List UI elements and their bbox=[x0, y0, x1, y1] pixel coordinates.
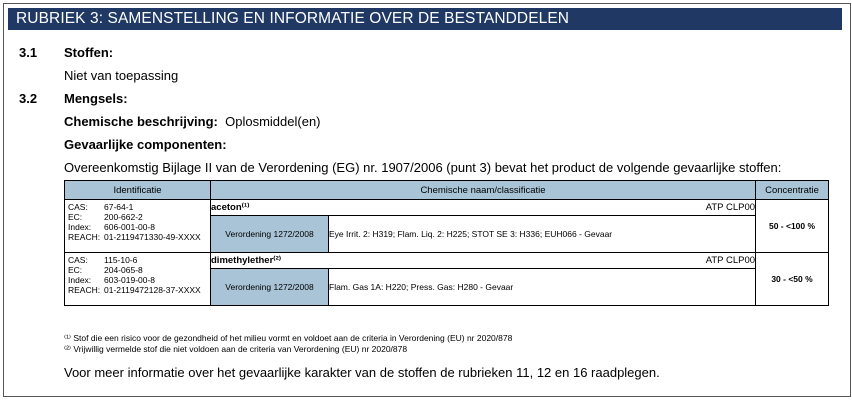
index-value: 603-019-00-8 bbox=[104, 275, 156, 285]
identification-cell bbox=[65, 200, 211, 253]
footnote-1: ⁽¹⁾ Stof die een risico voor de gezondheid of het milieu vormt en voldoet aan de criteria in Verordening (EU) nr 2020/878 bbox=[64, 333, 513, 343]
index-label: Index: bbox=[68, 222, 92, 232]
identification-cell bbox=[65, 253, 211, 306]
substance-name: dimethylether⁽²⁾ bbox=[211, 255, 282, 266]
concentration-cell: 50 - <100 % bbox=[756, 200, 829, 253]
concentration-cell: 30 - <50 % bbox=[756, 253, 829, 306]
ec-value: 200-662-2 bbox=[104, 212, 143, 222]
subsection-title-mengsels: Mengsels: bbox=[64, 91, 128, 106]
classification-cell: Eye Irrit. 2: H319; Flam. Liq. 2: H225; STOT SE 3: H336; EUH066 - Gevaar bbox=[329, 216, 756, 253]
chemical-description bbox=[64, 114, 321, 129]
classification-cell: Flam. Gas 1A: H220; Press. Gas: H280 - Gevaar bbox=[329, 269, 756, 306]
index-value: 606-001-00-8 bbox=[104, 222, 156, 232]
reach-value: 01-2119471330-49-XXXX bbox=[104, 232, 201, 242]
section-title: RUBRIEK 3: SAMENSTELLING EN INFORMATIE OVER DE BESTANDDELEN bbox=[8, 8, 842, 30]
subsection-title-stoffen: Stoffen: bbox=[64, 45, 114, 60]
substance-name: aceton⁽¹⁾ bbox=[211, 202, 250, 213]
reach-label: REACH: bbox=[68, 285, 101, 295]
ec-label: EC: bbox=[68, 212, 83, 222]
footnote-2: ⁽²⁾ Vrijwillig vermelde stof die niet voldoen aan de criteria van Verordening (EU) nr 2020/878 bbox=[64, 344, 408, 354]
intro-text: Overeenkomstig Bijlage II van de Verordening (EG) nr. 1907/2006 (punt 3) bevat het product de volgende gevaarlijke stoffen: bbox=[64, 160, 782, 175]
header-identificatie: Identificatie bbox=[65, 181, 211, 200]
atp-label: ATP CLP00 bbox=[705, 255, 756, 266]
closing-text: Voor meer informatie over het gevaarlijke karakter van de stoffen de rubrieken 11, 12 en 16 raadplegen. bbox=[64, 365, 660, 380]
subsection-number-3-1: 3.1 bbox=[19, 45, 38, 60]
ec-value: 204-065-8 bbox=[104, 265, 143, 275]
atp-label: ATP CLP00 bbox=[705, 202, 756, 213]
reach-value: 01-2119472128-37-XXXX bbox=[104, 285, 201, 295]
cas-label: CAS: bbox=[68, 202, 88, 212]
table-row bbox=[65, 253, 829, 269]
header-concentratie: Concentratie bbox=[756, 181, 829, 200]
substance-name-cell bbox=[211, 253, 756, 269]
components-table bbox=[64, 180, 829, 306]
header-chemische-naam: Chemische naam/classificatie bbox=[211, 181, 756, 200]
regulation-cell: Verordening 1272/2008 bbox=[211, 216, 329, 253]
ec-label: EC: bbox=[68, 265, 83, 275]
subsection-number-3-2: 3.2 bbox=[19, 91, 38, 106]
table-row bbox=[65, 200, 829, 216]
chemical-description-value: Oplosmiddel(en) bbox=[225, 114, 321, 129]
table-header-row bbox=[65, 181, 829, 200]
stoffen-text: Niet van toepassing bbox=[64, 68, 179, 83]
substance-name-cell bbox=[211, 200, 756, 216]
index-label: Index: bbox=[68, 275, 92, 285]
regulation-cell: Verordening 1272/2008 bbox=[211, 269, 329, 306]
cas-label: CAS: bbox=[68, 255, 88, 265]
chemical-description-label: Chemische beschrijving: bbox=[64, 114, 218, 129]
sds-page bbox=[3, 3, 851, 397]
cas-value: 115-10-6 bbox=[104, 255, 138, 265]
reach-label: REACH: bbox=[68, 232, 101, 242]
hazardous-components-title: Gevaarlijke componenten: bbox=[64, 137, 227, 152]
cas-value: 67-64-1 bbox=[104, 202, 134, 212]
